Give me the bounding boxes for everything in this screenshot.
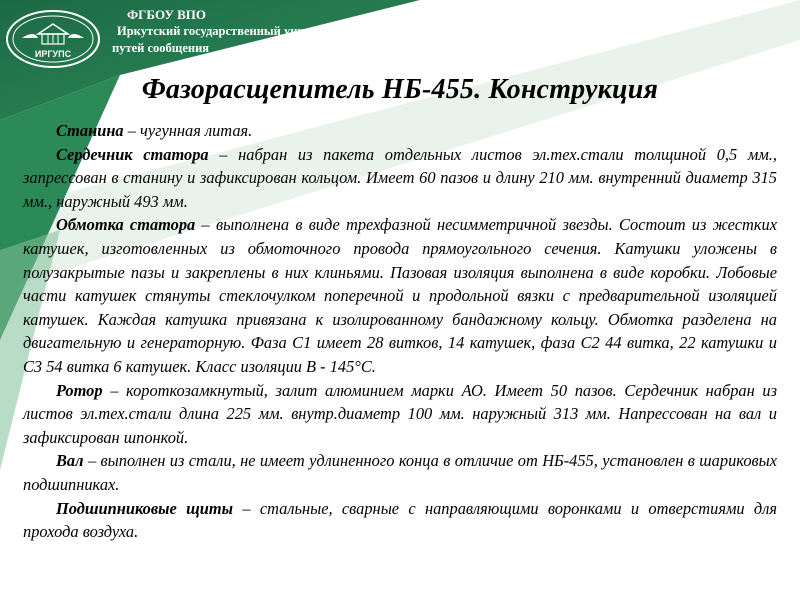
paragraph-term: Подшипниковые щиты [56, 498, 234, 518]
paragraph-text: – короткозамкнутый, залит алюминием марки АО. Имеет 50 пазов. Сердечник набран из листов эл.тех.стали длина 225 мм. внутр.диаметр 100 мм. наружный 313 мм. Напрессован на вал и зафиксирован шпонкой. [23, 380, 777, 447]
paragraph-term: Станина [56, 121, 124, 140]
paragraph-text: – чугунная литая. [123, 121, 253, 140]
paragraph [23, 497, 777, 544]
paragraph [23, 119, 777, 143]
paragraph [23, 213, 777, 378]
paragraph-text: – набран из пакета отдельных листов эл.тех.стали толщиной 0,5 мм., запрессован в станину и зафиксирован кольцом. Имеет 60 пазов и длину 210 мм. внутренний диаметр 315 мм., наружный 493 мм. [23, 144, 777, 211]
logo-text: ИРГУПС [34, 49, 72, 59]
header-text [112, 6, 354, 57]
paragraph-text: – стальные, сварные с направляющими воронками и отверстиями для прохода воздуха. [23, 498, 777, 542]
paragraph-term: Обмотка статора [56, 215, 196, 235]
content-body [23, 119, 777, 544]
paragraph [23, 449, 777, 496]
paragraph-text: – выполнена в виде трехфазной несимметричной звезды. Состоит из жестких катушек, изготовленных из обмоточного провода прямоугольного сечения. Катушки уложены в полузакрытые пазы и закреплены в них клиньями. Пазовая изоляция выполнена в виде коробки. Лобовые части катушек стянуты стеклочулком поперечной и продольной вязки с предварительной изоляцией катушек. Каждая катушка привязана к изолированному бандажному кольцу. Обмотка разделена на двигательную и генераторную. Фаза С1 имеет 28 витков, 14 катушек, фаза С2 44 витка, 22 катушки и С3 54 витка 6 катушек. Класс изоляции В - 145°С. [23, 215, 777, 376]
paragraph-term: Вал [56, 451, 84, 471]
university-line-1: Иркутский государственный университет [117, 24, 355, 38]
slide-title: Фазорасщепитель НБ-455. Конструкция [141, 74, 659, 105]
paragraph-term: Сердечник статора [56, 144, 209, 164]
org-name: ФГБОУ ВПО [127, 7, 207, 22]
university-logo [4, 8, 102, 70]
paragraph [23, 379, 777, 450]
paragraph-term: Ротор [56, 380, 103, 400]
paragraph-text: – выполнен из стали, не имеет удлиненного конца в отличие от НБ-455, установлен в шариковых подшипниках. [23, 451, 777, 494]
paragraph [23, 143, 777, 214]
university-line-2: путей сообщения [112, 41, 210, 55]
